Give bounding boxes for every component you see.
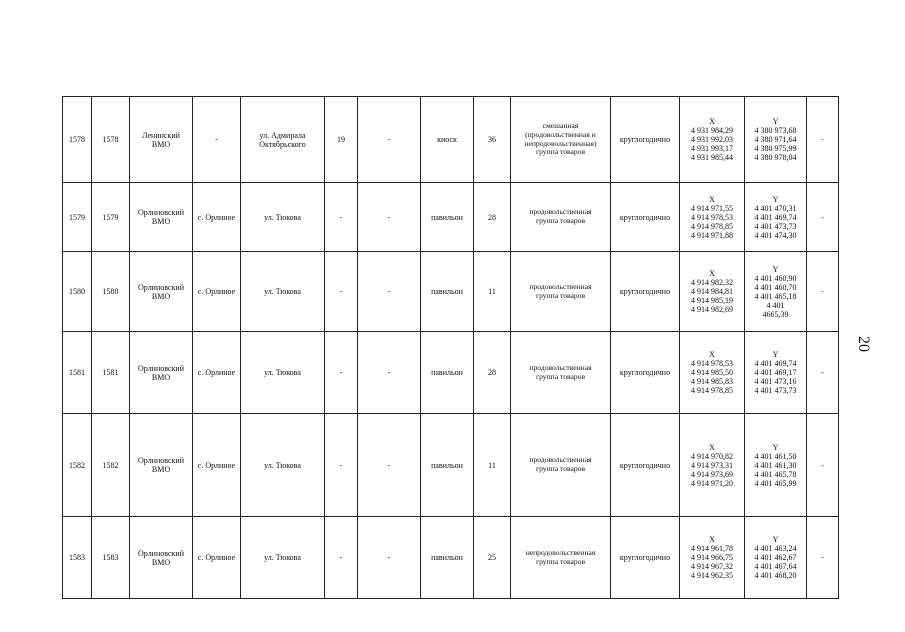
goods-group-line: непродовольственная: [525, 547, 596, 557]
district-line: Орлиновский: [138, 208, 184, 217]
extra-cell: -: [358, 252, 421, 332]
coordinates-y-line: Y: [772, 350, 779, 359]
coordinates-x-line: 4 914 970,82: [691, 451, 733, 461]
house-number-cell: 19: [325, 97, 358, 183]
placement-table: [62, 96, 839, 599]
house-number-cell: -: [325, 517, 358, 599]
coordinates-y-line: Y: [772, 264, 779, 274]
coordinates-x-line: X: [709, 350, 715, 359]
goods-group-line: группа товаров: [535, 371, 586, 381]
locality-cell: с. Орлиное: [193, 517, 241, 599]
coordinates-x-line: 4 914 982,69: [691, 305, 733, 314]
extra-cell: -: [358, 332, 421, 414]
row-number: 1582: [63, 414, 92, 517]
house-number-cell: -: [325, 183, 358, 252]
period-cell: круглогодично: [611, 97, 680, 183]
last-column-cell: -: [807, 183, 839, 252]
extra-cell: -: [358, 414, 421, 517]
goods-group-line: продовольственная: [529, 281, 592, 291]
row-number: 1579: [63, 183, 92, 252]
coordinates-x-line: 4 914 961,78: [691, 544, 733, 553]
district-line: ВМО: [151, 557, 171, 567]
coordinates-y-line: Y: [772, 442, 779, 452]
coordinates-y-line: 4 401 461,30: [754, 460, 797, 470]
goods-group-cell: [511, 414, 611, 517]
street-line: ул. Адмирала: [259, 130, 306, 140]
coordinates-y-line: 4 401 463,24: [754, 544, 797, 553]
goods-group-line: группа товаров: [535, 556, 586, 566]
goods-group-line: продовольственная: [529, 362, 592, 372]
street-cell: [241, 332, 325, 414]
coordinates-x-line: X: [709, 535, 715, 544]
table-row: [63, 332, 839, 414]
period-cell: круглогодично: [611, 252, 680, 332]
coordinates-x-cell: [680, 332, 745, 414]
goods-group-line: группа товаров: [535, 290, 586, 300]
period-cell: круглогодично: [611, 414, 680, 517]
coordinates-x-line: 4 914 971,20: [691, 478, 733, 488]
coordinates-x-cell: [680, 517, 745, 599]
district-line: ВМО: [151, 291, 171, 301]
coordinates-y-line: Y: [772, 194, 779, 204]
period-cell: круглогодично: [611, 517, 680, 599]
goods-group-cell: [511, 517, 611, 599]
coordinates-x-cell: [680, 97, 745, 183]
coordinates-x-line: 4 931 992,03: [691, 135, 733, 144]
locality-cell: с. Орлиное: [193, 332, 241, 414]
registry-number: 1581: [92, 332, 130, 414]
last-column-cell: -: [807, 332, 839, 414]
goods-group-line: продовольственная: [529, 455, 592, 465]
coordinates-x-cell: [680, 414, 745, 517]
coordinates-y-line: 4 401 469,74: [754, 212, 797, 222]
district-line: ВМО: [151, 217, 171, 226]
table-row: [63, 414, 839, 517]
table-row: [63, 183, 839, 252]
period-cell: круглогодично: [611, 332, 680, 414]
registry-number: 1579: [92, 183, 130, 252]
area-cell: 25: [474, 517, 511, 599]
coordinates-x-line: 4 914 973,31: [691, 460, 733, 470]
extra-cell: -: [358, 183, 421, 252]
district-cell: [130, 414, 193, 517]
coordinates-y-line: 4 401 465,78: [754, 469, 797, 479]
district-line: Орлиновский: [138, 282, 184, 292]
street-line: ул. Тюкова: [264, 287, 301, 296]
registry-number: 1583: [92, 517, 130, 599]
street-line: ул. Тюкова: [264, 368, 301, 377]
coordinates-x-line: 4 914 962,35: [691, 571, 733, 580]
object-type-cell: киоск: [421, 97, 474, 183]
coordinates-y-line: 4 401 473,73: [754, 386, 797, 395]
coordinates-x-line: 4 914 984,81: [691, 287, 733, 296]
district-line: Орлиновский: [138, 456, 184, 465]
goods-group-line: группа товаров: [535, 464, 586, 473]
object-type-cell: павильон: [421, 414, 474, 517]
goods-group-line: продовольственная: [529, 207, 592, 217]
coordinates-x-line: 4 914 978,85: [691, 221, 733, 231]
locality-cell: с. Орлиное: [193, 252, 241, 332]
last-column-cell: -: [807, 414, 839, 517]
district-cell: [130, 252, 193, 332]
coordinates-x-cell: [680, 252, 745, 332]
coordinates-y-line: 4 401 469,74: [754, 359, 797, 368]
last-column-cell: -: [807, 252, 839, 332]
house-number-cell: -: [325, 252, 358, 332]
house-number-cell: -: [325, 414, 358, 517]
coordinates-x-line: X: [709, 117, 715, 126]
coordinates-y-line: 4 401: [766, 300, 785, 310]
coordinates-y-line: 4 380 978,04: [754, 153, 797, 162]
coordinates-y-line: 4665,39: [762, 309, 789, 319]
goods-group-cell: [511, 332, 611, 414]
coordinates-x-line: 4 914 982,32: [691, 278, 733, 287]
coordinates-x-line: 4 914 985,19: [691, 296, 733, 305]
street-line: ул. Тюкова: [264, 553, 301, 562]
coordinates-x-line: 4 914 985,50: [691, 368, 733, 377]
object-type-cell: павильон: [421, 183, 474, 252]
district-line: Орлиновский: [138, 548, 184, 558]
row-number: 1583: [63, 517, 92, 599]
street-cell: [241, 97, 325, 183]
coordinates-y-line: 4 401 465,99: [754, 478, 797, 488]
extra-cell: -: [358, 517, 421, 599]
area-cell: 11: [474, 252, 511, 332]
table-row: [63, 517, 839, 599]
street-line: Октябрьского: [259, 139, 306, 149]
row-number: 1578: [63, 97, 92, 183]
coordinates-y-line: 4 380 973,68: [754, 126, 797, 135]
object-type-cell: павильон: [421, 252, 474, 332]
coordinates-x-line: 4 914 985,83: [691, 377, 733, 386]
coordinates-x-line: 4 914 978,85: [691, 386, 733, 395]
coordinates-x-line: 4 914 966,75: [691, 553, 733, 562]
coordinates-y-line: 4 401 469,17: [754, 368, 797, 377]
locality-cell: -: [193, 97, 241, 183]
last-column-cell: -: [807, 517, 839, 599]
goods-group-cell: [511, 97, 611, 183]
district-line: Орлиновский: [138, 363, 184, 373]
coordinates-y-cell: [745, 517, 807, 599]
coordinates-x-line: X: [709, 442, 715, 452]
coordinates-y-line: 4 401 460,70: [754, 282, 797, 292]
street-cell: [241, 414, 325, 517]
locality-cell: с. Орлиное: [193, 183, 241, 252]
goods-group-line: (продовольственная и: [525, 129, 596, 139]
coordinates-y-line: 4 401 470,31: [754, 203, 797, 213]
coordinates-y-line: 4 401 460,90: [754, 273, 797, 283]
coordinates-y-cell: [745, 97, 807, 183]
district-line: ВМО: [151, 372, 171, 382]
period-cell: круглогодично: [611, 183, 680, 252]
page-number: 20: [855, 336, 872, 352]
coordinates-x-line: 4 914 971,55: [691, 203, 733, 213]
table-row: [63, 97, 839, 183]
coordinates-x-line: 4 914 978,53: [691, 359, 733, 368]
coordinates-x-line: 4 931 993,17: [691, 144, 733, 153]
row-number: 1580: [63, 252, 92, 332]
coordinates-x-cell: [680, 183, 745, 252]
coordinates-x-line: X: [709, 194, 715, 204]
coordinates-y-line: 4 380 975,99: [754, 144, 797, 153]
registry-number: 1582: [92, 414, 130, 517]
coordinates-y-line: 4 401 473,73: [754, 221, 797, 231]
goods-group-line: непродовольственная): [524, 138, 597, 148]
registry-number: 1578: [92, 97, 130, 183]
last-column-cell: -: [807, 97, 839, 183]
district-line: ВМО: [151, 139, 171, 149]
district-cell: [130, 517, 193, 599]
coordinates-y-cell: [745, 414, 807, 517]
coordinates-y-line: 4 401 461,50: [754, 451, 797, 461]
object-type-cell: павильон: [421, 332, 474, 414]
coordinates-y-line: 4 380 971,64: [754, 135, 797, 144]
area-cell: 28: [474, 183, 511, 252]
coordinates-y-line: 4 401 473,16: [754, 377, 797, 386]
district-cell: [130, 332, 193, 414]
district-cell: [130, 183, 193, 252]
goods-group-line: группа товаров: [535, 147, 586, 157]
object-type-cell: павильон: [421, 517, 474, 599]
coordinates-y-cell: [745, 252, 807, 332]
coordinates-x-line: 4 914 967,32: [691, 562, 733, 571]
area-cell: 11: [474, 414, 511, 517]
coordinates-x-line: 4 914 971,88: [691, 230, 733, 240]
goods-group-cell: [511, 252, 611, 332]
coordinates-x-line: X: [709, 269, 715, 278]
street-cell: [241, 252, 325, 332]
table-row: [63, 252, 839, 332]
extra-cell: -: [358, 97, 421, 183]
coordinates-y-cell: [745, 183, 807, 252]
goods-group-cell: [511, 183, 611, 252]
coordinates-x-line: 4 914 978,53: [691, 212, 733, 222]
district-line: ВМО: [151, 465, 171, 474]
coordinates-y-line: 4 401 465,18: [754, 291, 797, 301]
coordinates-y-line: Y: [772, 117, 779, 126]
row-number: 1581: [63, 332, 92, 414]
coordinates-x-line: 4 931 984,29: [691, 126, 733, 135]
street-line: ул. Тюкова: [264, 460, 301, 470]
house-number-cell: -: [325, 332, 358, 414]
coordinates-y-line: Y: [772, 535, 779, 544]
coordinates-x-line: 4 914 973,69: [691, 469, 733, 479]
area-cell: 36: [474, 97, 511, 183]
street-line: ул. Тюкова: [264, 212, 301, 222]
coordinates-y-line: 4 401 474,30: [754, 230, 797, 240]
goods-group-line: смешанная: [542, 121, 579, 131]
locality-cell: с. Орлиное: [193, 414, 241, 517]
district-line: Ленинский: [142, 130, 180, 140]
registry-number: 1580: [92, 252, 130, 332]
coordinates-y-line: 4 401 468,20: [754, 571, 797, 580]
district-cell: [130, 97, 193, 183]
street-cell: [241, 183, 325, 252]
area-cell: 28: [474, 332, 511, 414]
street-cell: [241, 517, 325, 599]
coordinates-y-cell: [745, 332, 807, 414]
coordinates-y-line: 4 401 462,67: [754, 553, 797, 562]
goods-group-line: группа товаров: [535, 216, 586, 225]
coordinates-y-line: 4 401 467,64: [754, 562, 797, 571]
coordinates-x-line: 4 931 985,44: [691, 153, 733, 162]
